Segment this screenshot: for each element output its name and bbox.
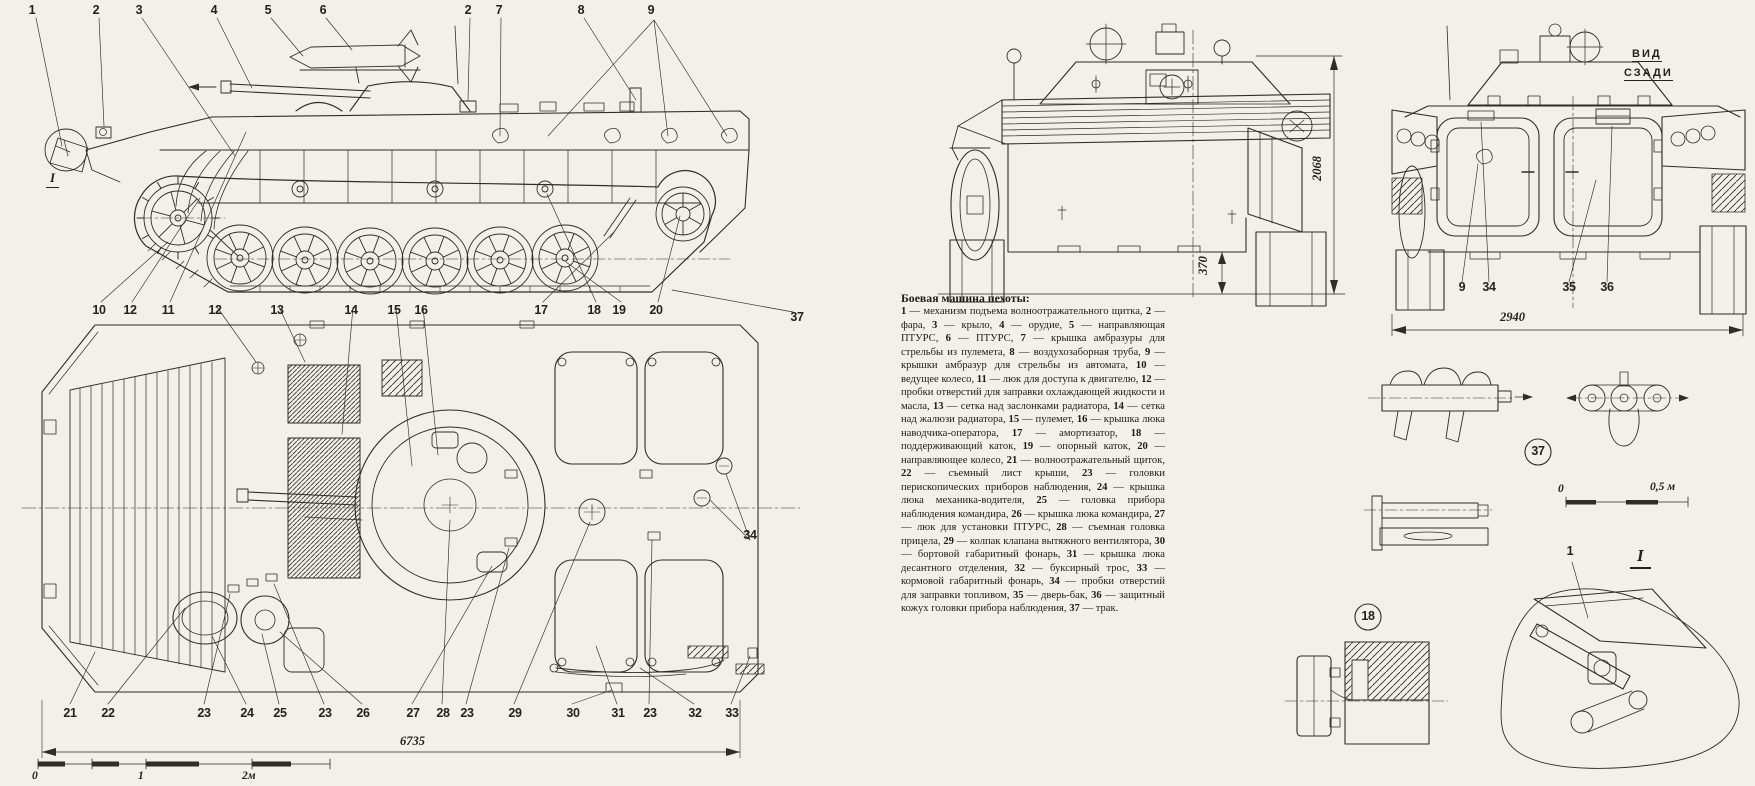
legend-item-10: 10 — ведущее колесо, bbox=[901, 360, 1165, 385]
legend-item-1: 1 — механизм подъема волноотражательного щитка, bbox=[901, 306, 1146, 317]
dimension-height: 2068 bbox=[1310, 156, 1324, 181]
legend-item-32: 32 — буксирный трос, bbox=[1014, 562, 1137, 574]
legend-item-30: 30 — бортовой габаритный фонарь, bbox=[901, 535, 1165, 560]
support-roller-detail bbox=[1285, 604, 1448, 744]
dimension-clearance: 370 bbox=[1195, 256, 1210, 275]
callout-plan-23c: 23 bbox=[460, 706, 474, 720]
callout-side-4: 4 bbox=[210, 3, 218, 17]
callout-plan-33: 33 bbox=[725, 706, 739, 720]
legend-item-26: 26 — крышка люка командира, bbox=[1011, 508, 1155, 520]
callout-side-3: 3 bbox=[135, 3, 143, 17]
legend-item-36: 36 — защитный кожух головки прибора наблюдения, bbox=[901, 589, 1165, 614]
legend-item-25: 25 — головка прибора наблюдения командира, bbox=[901, 495, 1165, 520]
callout-plan-23d: 23 bbox=[643, 706, 657, 720]
callout-side-17: 17 bbox=[534, 303, 548, 317]
callout-side-12: 12 bbox=[123, 303, 137, 317]
callout-plan-32: 32 bbox=[688, 706, 702, 720]
callout-side-1: 1 bbox=[28, 3, 36, 17]
legend-item-35: 35 — дверь-бак, bbox=[1012, 589, 1092, 601]
detail-scale-05m: 0,5 м bbox=[1650, 481, 1676, 493]
legend-item-16: 16 — крышка люка наводчика-оператора, bbox=[901, 414, 1165, 439]
detail-marker-track-37: 37 bbox=[1531, 444, 1545, 458]
side-view-leader-lines bbox=[36, 18, 793, 466]
legend-item-22: 22 — съемный лист крыши, bbox=[901, 468, 1082, 479]
legend-item-37: 37 — трак. bbox=[1069, 603, 1119, 614]
callout-side-13: 13 bbox=[270, 303, 284, 317]
callout-plan-29: 29 bbox=[508, 706, 522, 720]
legend-item-31: 31 — крышка люка десантного отделения, bbox=[901, 549, 1165, 574]
legend-item-28: 28 — съемная головка прицела, bbox=[901, 522, 1165, 547]
callout-side-7: 7 bbox=[495, 3, 503, 17]
callout-plan-22: 22 bbox=[101, 706, 115, 720]
callout-side-6: 6 bbox=[319, 3, 327, 17]
callout-side-14: 14 bbox=[344, 303, 358, 317]
detail-marker-roman-I: I bbox=[1630, 546, 1651, 569]
legend-item-27: 27 — люк для установки ПТУРС, bbox=[901, 508, 1165, 533]
callout-plan-25: 25 bbox=[273, 706, 287, 720]
callout-side-37: 37 bbox=[790, 310, 804, 324]
parts-legend bbox=[901, 291, 1165, 616]
legend-item-7: 7 — крышка амбразуры для стрельбы из пулемета, bbox=[901, 333, 1165, 358]
callout-plan-21: 21 bbox=[63, 706, 77, 720]
callout-side-16: 16 bbox=[414, 303, 428, 317]
callout-side-15: 15 bbox=[387, 303, 401, 317]
plan-dimension-lines bbox=[42, 700, 740, 758]
detail-scale-0: 0 bbox=[1558, 483, 1564, 495]
dimension-rear-width: 2940 bbox=[1500, 310, 1525, 324]
legend-item-12: 12 — пробки отверстий для заправки охлаждающей жидкости и масла, bbox=[901, 373, 1165, 412]
callout-plan-30: 30 bbox=[566, 706, 580, 720]
legend-item-15: 15 — пулемет, bbox=[1008, 414, 1077, 425]
plan-view-leader-lines bbox=[70, 474, 750, 704]
callout-side-18: 18 bbox=[587, 303, 601, 317]
plan-scale-1: 1 bbox=[138, 770, 144, 782]
plan-scale-bar bbox=[38, 759, 330, 769]
callout-plan-26: 26 bbox=[356, 706, 370, 720]
callout-side-9: 9 bbox=[647, 3, 655, 17]
legend-item-4: 4 — орудие, bbox=[999, 319, 1069, 331]
legend-item-8: 8 — воздухозаборная труба, bbox=[1009, 346, 1145, 358]
legend-item-17: 17 — амортизатор, bbox=[1011, 427, 1131, 439]
callout-plan-24: 24 bbox=[240, 706, 254, 720]
callout-plan-34: 34 bbox=[743, 528, 757, 542]
rear-view-label-line2: СЗАДИ bbox=[1624, 67, 1673, 79]
side-view-drawing bbox=[45, 26, 749, 294]
plan-scale-2m: 2м bbox=[242, 770, 256, 782]
bow-detail-marker-I: I bbox=[46, 170, 59, 188]
callout-side-2b: 2 bbox=[464, 3, 472, 17]
callout-side-2: 2 bbox=[92, 3, 100, 17]
legend-item-23: 23 — головки перископических приборов наблюдения, bbox=[901, 468, 1166, 493]
rear-view-leader-lines bbox=[1462, 122, 1612, 282]
callout-rear-36: 36 bbox=[1600, 280, 1614, 294]
callout-plan-31: 31 bbox=[611, 706, 625, 720]
callout-side-5: 5 bbox=[264, 3, 272, 17]
legend-title: Боевая машина пехоты: bbox=[901, 291, 1030, 305]
legend-item-18: 18 — поддерживающий каток, bbox=[901, 427, 1165, 452]
legend-item-19: 19 — опорный каток, bbox=[1022, 441, 1138, 452]
legend-item-14: 14 — сетка над жалюзи радиатора, bbox=[901, 400, 1165, 425]
legend-item-13: 13 — сетка над заслонками радиатора, bbox=[932, 400, 1114, 412]
callout-plan-28: 28 bbox=[436, 706, 450, 720]
wave-deflector-detail bbox=[1501, 562, 1739, 768]
legend-items bbox=[901, 305, 1165, 616]
rear-view-label-line1: ВИД bbox=[1632, 48, 1662, 60]
track-link-details bbox=[1364, 368, 1689, 550]
callout-rear-35: 35 bbox=[1562, 280, 1576, 294]
callout-rear-34: 34 bbox=[1482, 280, 1496, 294]
legend-item-34: 34 — пробки отверстий для заправки топливом, bbox=[901, 576, 1166, 601]
detail-marker-roller-18: 18 bbox=[1361, 609, 1375, 623]
plan-view-drawing bbox=[22, 321, 800, 692]
callout-plan-23a: 23 bbox=[197, 706, 211, 720]
callout-side-11: 11 bbox=[161, 303, 175, 317]
callout-deflector-1: 1 bbox=[1566, 544, 1574, 558]
legend-item-3: 3 — крыло, bbox=[932, 319, 1000, 331]
legend-item-6: 6 — ПТУРС, bbox=[945, 333, 1021, 344]
legend-item-29: 29 — колпак клапана вытяжного вентилятора, bbox=[943, 535, 1155, 547]
callout-side-8: 8 bbox=[577, 3, 585, 17]
callout-side-10: 10 bbox=[92, 303, 106, 317]
callout-plan-23b: 23 bbox=[318, 706, 332, 720]
plan-scale-0: 0 bbox=[32, 770, 38, 782]
legend-item-20: 20 — направляющее колесо, bbox=[901, 441, 1166, 466]
callout-side-12b: 12 bbox=[208, 303, 222, 317]
callout-side-20: 20 bbox=[649, 303, 663, 317]
legend-item-33: 33 — кормовой габаритный фонарь, bbox=[901, 562, 1166, 587]
legend-item-24: 24 — крышка люка механика-водителя, bbox=[901, 481, 1165, 506]
legend-item-21: 21 — волноотражательный щиток, bbox=[1006, 454, 1165, 466]
dimension-overall-length: 6735 bbox=[400, 734, 425, 748]
legend-item-11: 11 — люк для доступа к двигателю, bbox=[976, 373, 1142, 385]
legend-item-5: 5 — направляющая ПТУРС, bbox=[901, 319, 1165, 344]
legend-item-9: 9 — крышки амбразур для стрельбы из автомата, bbox=[901, 346, 1166, 371]
callout-plan-27: 27 bbox=[406, 706, 420, 720]
legend-item-2: 2 — фара, bbox=[901, 306, 1165, 331]
callout-rear-9: 9 bbox=[1458, 280, 1466, 294]
callout-side-19: 19 bbox=[612, 303, 626, 317]
front-view-drawing bbox=[938, 24, 1345, 306]
